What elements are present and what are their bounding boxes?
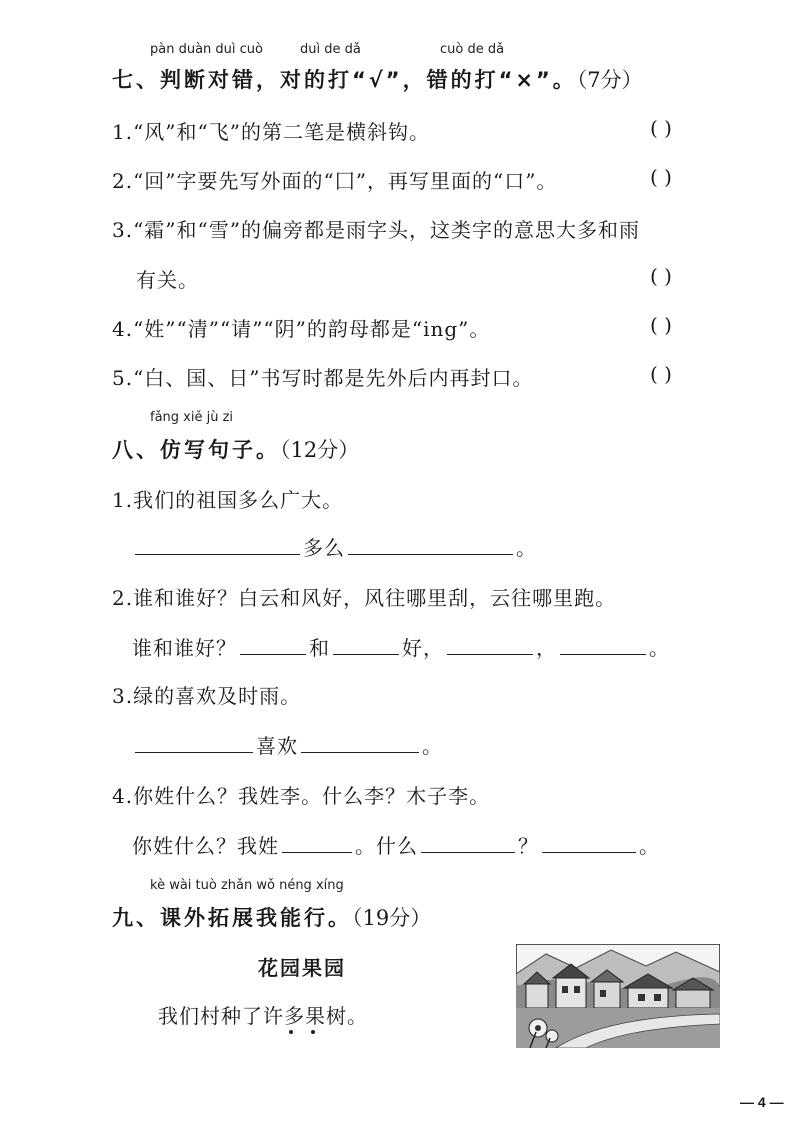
s8-q1-blank-2[interactable] [348, 532, 513, 555]
section9-points: （19分） [352, 906, 432, 930]
s8-q4-blank-2[interactable] [421, 830, 515, 853]
s8-q2-he: 和 [309, 636, 330, 660]
s7-answer-2[interactable]: ( ) [650, 165, 672, 189]
s8-q4-blank-3[interactable] [542, 830, 636, 853]
s8-q3-end: 。 [422, 734, 443, 758]
s7-item-2: 2.“回”字要先写外面的“囗”，再写里面的“口”。 [112, 169, 558, 193]
s8-q2-blank-1[interactable] [240, 632, 306, 655]
s7-item-3: 3.“霜”和“雪”的偏旁都是雨字头，这类字的意思大多和雨 [112, 218, 640, 242]
s8-q1-mid: 多么 [303, 536, 345, 560]
s8-q3-mid: 喜欢 [256, 734, 298, 758]
s8-q3-blank-2[interactable] [301, 730, 419, 753]
section7-pinyin-3: cuò de dǎ [440, 42, 505, 57]
s8-q4-answer [132, 830, 660, 859]
s8-q2-prefix: 谁和谁好？ [132, 636, 237, 660]
s8-q4-blank-1[interactable] [282, 830, 352, 853]
s8-q4-prefix: 你姓什么？我姓 [132, 834, 279, 858]
section7-title [112, 64, 643, 94]
s8-q4-mid: 。什么 [355, 834, 418, 858]
page-number: — 4 — [740, 1094, 784, 1110]
section7-title-text: 七、判断对错，对的打“√”，错的打“×”。 [112, 68, 577, 92]
s8-q2-end: 。 [649, 636, 670, 660]
section9-pinyin: kè wài tuò zhǎn wǒ néng xíng [150, 878, 344, 893]
s8-q4-q: ？ [518, 834, 539, 858]
s7-item-4: 4.“姓”“清”“请”“阴”的韵母都是“ing”。 [112, 317, 491, 341]
emphasis-dot-2 [311, 1030, 315, 1034]
s7-answer-4[interactable]: ( ) [650, 313, 672, 337]
s8-q1: 1.我们的祖国多么广大。 [112, 488, 344, 512]
s8-q2-blank-4[interactable] [560, 632, 646, 655]
s8-q4-end: 。 [639, 834, 660, 858]
s8-q3-blank-1[interactable] [135, 730, 253, 753]
s8-q2-comma: ， [536, 636, 557, 660]
s7-answer-3[interactable]: ( ) [650, 264, 672, 288]
section7-pinyin-1: pàn duàn duì cuò [150, 42, 263, 57]
s7-item-1: 1.“风”和“飞”的第二笔是横斜钩。 [112, 120, 430, 144]
s8-q1-end: 。 [516, 536, 537, 560]
section8-pinyin: fǎng xiě jù zi [150, 410, 234, 425]
section7-points: （7分） [576, 68, 643, 92]
s8-q2: 2.谁和谁好？白云和风好，风往哪里刮，云往哪里跑。 [112, 586, 617, 610]
section9-title [112, 902, 431, 932]
story-title: 花园果园 [258, 956, 346, 980]
s7-item-3-cont: 有关。 [136, 268, 199, 292]
emphasis-dot-1 [289, 1030, 293, 1034]
s8-q2-blank-2[interactable] [333, 632, 399, 655]
s8-q1-blank-1[interactable] [135, 532, 300, 555]
section8-points: （12分） [280, 438, 360, 462]
village-illustration [516, 944, 720, 1048]
section8-title-text: 八、仿写句子。 [112, 438, 280, 462]
s8-q4: 4.你姓什么？我姓李。什么李？木子李。 [112, 784, 491, 808]
s8-q2-hao: 好， [402, 636, 444, 660]
s8-q1-answer [132, 532, 537, 561]
s8-q2-answer [132, 632, 670, 661]
s7-answer-1[interactable]: ( ) [650, 116, 672, 140]
s8-q2-blank-3[interactable] [447, 632, 533, 655]
s8-q3: 3.绿的喜欢及时雨。 [112, 684, 302, 708]
section9-title-text: 九、课外拓展我能行。 [112, 906, 352, 930]
s7-item-5: 5.“白、国、日”书写时都是先外后内再封口。 [112, 366, 534, 390]
s7-answer-5[interactable]: ( ) [650, 362, 672, 386]
story-line-1: 我们村种了许多果树。 [158, 1004, 368, 1028]
section8-title [112, 434, 359, 464]
section7-pinyin-2: duì de dǎ [300, 42, 361, 57]
s8-q3-answer [132, 730, 443, 759]
